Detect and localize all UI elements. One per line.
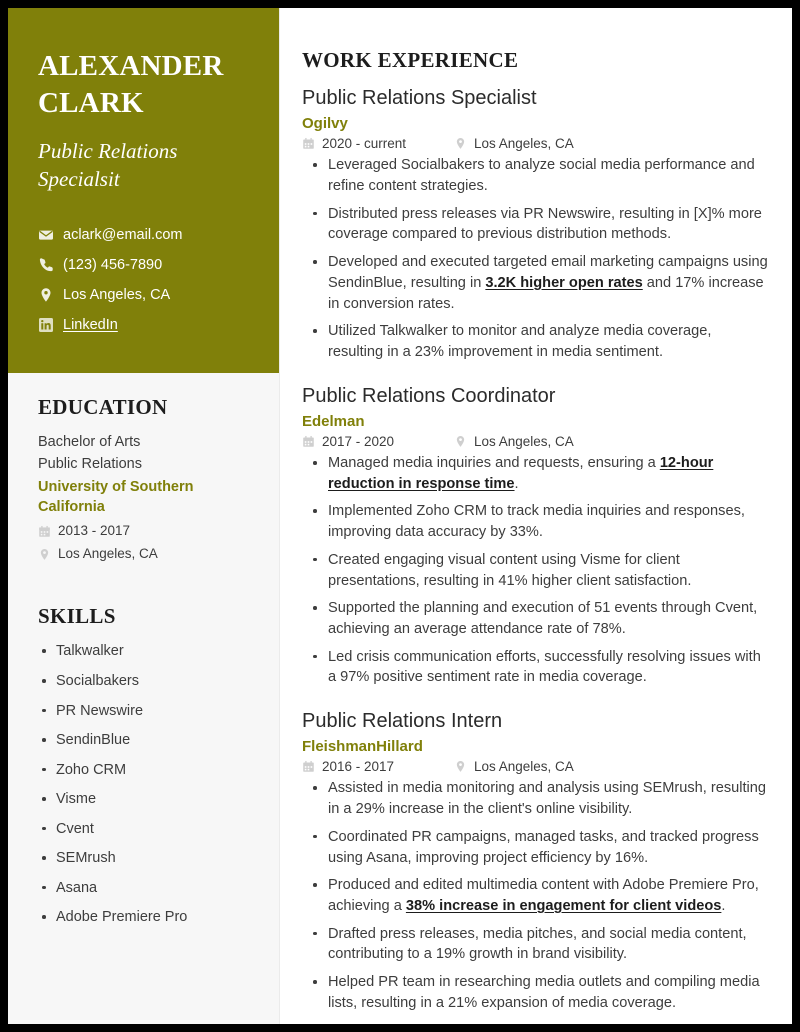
calendar-icon (38, 525, 51, 538)
skills-section (38, 604, 249, 928)
contact-email-text: aclark@email.com (63, 226, 183, 243)
job-location-text: Los Angeles, CA (474, 759, 574, 775)
job-meta (302, 434, 770, 449)
education-location-row (38, 544, 249, 564)
job-bullet: Distributed press releases via PR Newswire, resulting in [X]% more coverage compared to previous distribution methods. (302, 204, 770, 245)
job-bullet: Utilized Talkwalker to monitor and analyze media coverage, resulting in a 23% improvement in media sentiment. (302, 321, 770, 362)
job-dates-text: 2020 - current (322, 136, 407, 152)
location-pin-icon (454, 760, 467, 773)
education-section (38, 395, 249, 565)
calendar-icon (302, 435, 315, 448)
candidate-last-name: CLARK (38, 87, 144, 120)
location-pin-icon (454, 435, 467, 448)
contact-location-text: Los Angeles, CA (63, 286, 171, 303)
contact-item-email[interactable] (38, 225, 249, 246)
job-entry (302, 85, 770, 363)
skill-item: Talkwalker (38, 640, 249, 662)
job-bullet: Coordinated PR campaigns, managed tasks, and tracked progress using Asana, improving project efficiency by 16%. (302, 827, 770, 868)
skill-item: SEMrush (38, 847, 249, 869)
education-school-line-2: California (38, 499, 105, 516)
skills-heading: SKILLS (38, 604, 116, 629)
phone-icon (38, 257, 54, 273)
job-bullet: Implemented Zoho CRM to track media inquiries and responses, improving data accuracy by 33%. (302, 501, 770, 542)
skill-item: Visme (38, 788, 249, 810)
education-degree: Bachelor of Arts (38, 433, 141, 450)
job-bullet: Assisted in media monitoring and analysis using SEMrush, resulting in a 29% increase in the client's online visibility. (302, 778, 770, 819)
job-location (454, 759, 574, 774)
job-bullet: Created engaging visual content using Visme for client presentations, resulting in 41% higher client satisfaction. (302, 550, 770, 591)
job-bullets (302, 453, 770, 688)
candidate-name (38, 48, 249, 122)
contact-linkedin-text[interactable]: LinkedIn (63, 316, 118, 333)
sidebar (8, 8, 279, 1024)
skill-item: SendinBlue (38, 729, 249, 751)
sidebar-header-panel (8, 8, 279, 373)
job-dates (302, 434, 454, 449)
main-column (279, 8, 792, 1024)
job-bullet: Drafted press releases, media pitches, and social media content, contributing to a 19% growth in brand visibility. (302, 924, 770, 965)
contact-phone-text: (123) 456-7890 (63, 256, 163, 273)
candidate-title (38, 138, 249, 193)
candidate-first-name: ALEXANDER (38, 50, 224, 82)
job-role: Public Relations Intern (302, 710, 503, 733)
contact-item-phone[interactable] (38, 255, 249, 276)
job-location-text: Los Angeles, CA (474, 433, 574, 449)
job-dates (302, 759, 454, 774)
skill-item: Zoho CRM (38, 759, 249, 781)
job-company: FleishmanHillard (302, 738, 423, 756)
job-company: Ogilvy (302, 115, 348, 132)
job-bullet: Supported the planning and execution of 51 events through Cvent, achieving an average attendance rate of 78%. (302, 598, 770, 639)
contact-list (38, 225, 249, 336)
education-dates-text: 2013 - 2017 (58, 522, 131, 538)
work-experience-heading: WORK EXPERIENCE (302, 48, 519, 72)
education-school-line-1: University of Southern (38, 478, 194, 495)
skill-item: Socialbakers (38, 670, 249, 692)
candidate-title-line-1: Public Relations (38, 139, 178, 164)
job-role: Public Relations Specialist (302, 87, 537, 109)
calendar-icon (302, 760, 315, 773)
job-dates-text: 2017 - 2020 (322, 433, 395, 449)
job-location-text: Los Angeles, CA (474, 136, 574, 152)
candidate-title-line-2: Specialsit (38, 166, 120, 191)
education-heading: EDUCATION (38, 394, 168, 419)
location-pin-icon (38, 548, 51, 561)
job-location (454, 136, 574, 151)
job-entry (302, 383, 770, 688)
education-field: Public Relations (38, 456, 142, 473)
job-meta (302, 759, 770, 774)
job-dates-text: 2016 - 2017 (322, 759, 395, 775)
contact-item-linkedin[interactable] (38, 315, 249, 336)
job-bullet: Led crisis communication efforts, successfully resolving issues with a 97% positive sentiment rate in media coverage. (302, 647, 770, 688)
contact-item-location (38, 285, 249, 306)
sidebar-body (8, 373, 279, 928)
education-school (38, 477, 249, 518)
location-pin-icon (38, 287, 54, 303)
education-dates-row (38, 521, 249, 541)
education-location-text: Los Angeles, CA (58, 546, 158, 562)
envelope-icon (38, 227, 54, 243)
job-meta (302, 136, 770, 151)
job-location (454, 434, 574, 449)
job-bullet: Produced and edited multimedia content with Adobe Premiere Pro, achieving a 38% increase in engagement for client videos. (302, 875, 770, 916)
location-pin-icon (454, 137, 467, 150)
skill-item: Cvent (38, 818, 249, 840)
skill-item: Asana (38, 877, 249, 899)
job-bullet: Developed and executed targeted email marketing campaigns using SendinBlue, resulting in 3.2K higher open rates and 17% increase in conversion rates. (302, 252, 770, 314)
job-role: Public Relations Coordinator (302, 384, 556, 407)
job-bullets (302, 155, 770, 362)
skill-item: PR Newswire (38, 700, 249, 722)
skill-item: Adobe Premiere Pro (38, 906, 249, 928)
calendar-icon (302, 137, 315, 150)
resume-page (8, 8, 792, 1024)
job-dates (302, 136, 454, 151)
linkedin-icon (38, 317, 54, 333)
job-bullet: Leveraged Socialbakers to analyze social media performance and refine content strategies. (302, 155, 770, 196)
job-bullet: Managed media inquiries and requests, ensuring a 12-hour reduction in response time. (302, 453, 770, 494)
skills-list (38, 640, 249, 928)
job-company: Edelman (302, 412, 365, 430)
job-bullet: Helped PR team in researching media outlets and compiling media lists, resulting in a 21% expansion of media coverage. (302, 972, 770, 1013)
job-entry (302, 708, 770, 1013)
job-bullets (302, 778, 770, 1013)
